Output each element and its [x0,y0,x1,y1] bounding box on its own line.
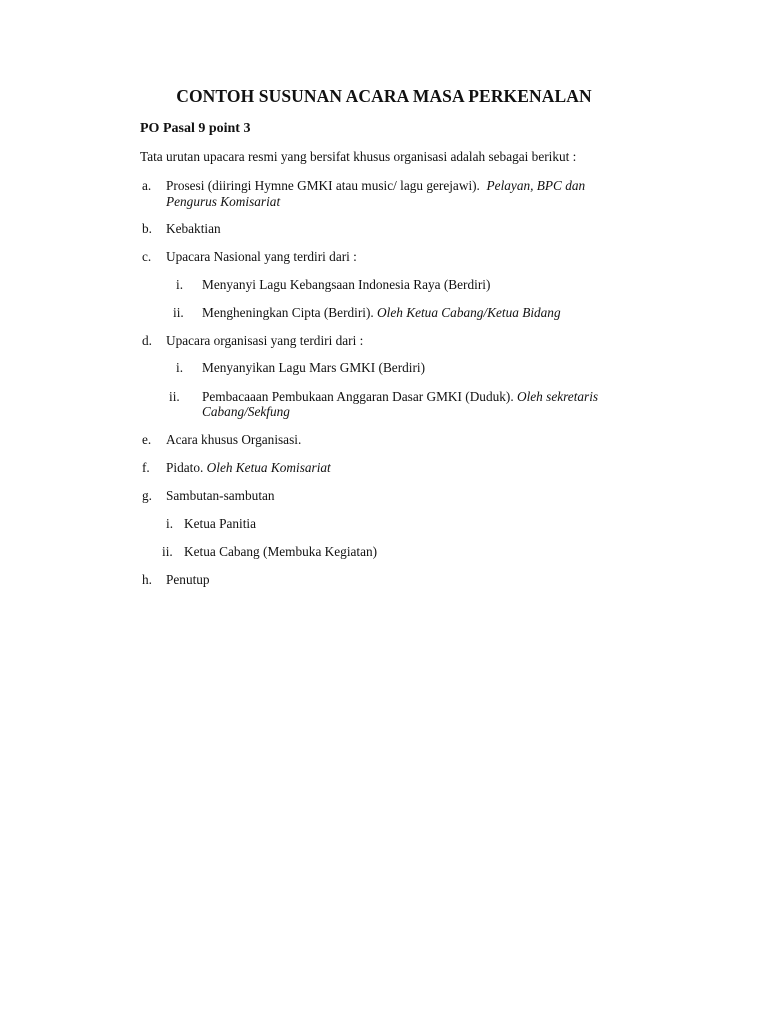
item-text-plain: Prosesi (diiringi Hymne GMKI atau music/ lagu gerejawi). [166,178,480,193]
sub-list-marker: i. [176,277,184,292]
list-item-text [166,460,331,476]
item-text-italic: Pelayan, BPC dan [486,178,586,193]
list-item-text-continued: Pengurus Komisariat [166,194,281,209]
sub-list-item-text: Ketua Cabang (Membuka Kegiatan) [184,544,378,559]
intro-text: Tata urutan upacara resmi yang bersifat khusus organisasi adalah sebagai berikut : [140,149,577,164]
item-text-plain: Mengheningkan Cipta (Berdiri). [202,305,374,320]
item-text-italic: Oleh sekretaris [516,389,599,404]
list-marker: c. [142,249,152,264]
item-text-italic: Oleh Ketua Cabang/Ketua Bidang [377,305,561,320]
sub-list-item-text: Ketua Panitia [184,516,257,531]
list-marker: a. [142,178,152,193]
list-item-text: Sambutan-sambutan [166,488,275,503]
list-marker: f. [142,460,150,475]
sub-list-item-text [202,305,561,321]
sub-list-marker: ii. [169,389,180,404]
list-marker: b. [142,221,152,236]
item-text-plain: Pembacaaan Pembukaan Anggaran Dasar GMKI (Duduk). [202,389,514,404]
document-title: CONTOH SUSUNAN ACARA MASA PERKENALAN [176,86,592,106]
list-item-text: Upacara Nasional yang terdiri dari : [166,249,357,264]
list-marker: g. [142,488,152,503]
list-marker: e. [142,432,152,447]
sub-list-marker: ii. [162,544,173,559]
sub-list-item-text-continued: Cabang/Sekfung [202,404,290,419]
item-text-plain: Pidato. [166,460,204,475]
sub-list-marker: i. [166,516,174,531]
item-text-italic: Oleh Ketua Komisariat [206,460,331,475]
list-item-text: Kebaktian [166,221,221,236]
document-subtitle: PO Pasal 9 point 3 [140,121,251,136]
list-item-text: Acara khusus Organisasi. [166,432,302,447]
list-item-text [166,178,585,194]
sub-list-marker: i. [176,360,184,375]
sub-list-item-text [202,389,598,405]
list-item-text: Penutup [166,572,210,587]
sub-list-item-text: Menyanyi Lagu Kebangsaan Indonesia Raya (Berdiri) [202,277,491,292]
list-marker: d. [142,333,152,348]
sub-list-marker: ii. [173,305,184,320]
sub-list-item-text: Menyanyikan Lagu Mars GMKI (Berdiri) [202,360,426,375]
list-marker: h. [142,572,152,587]
list-item-text: Upacara organisasi yang terdiri dari : [166,333,364,348]
